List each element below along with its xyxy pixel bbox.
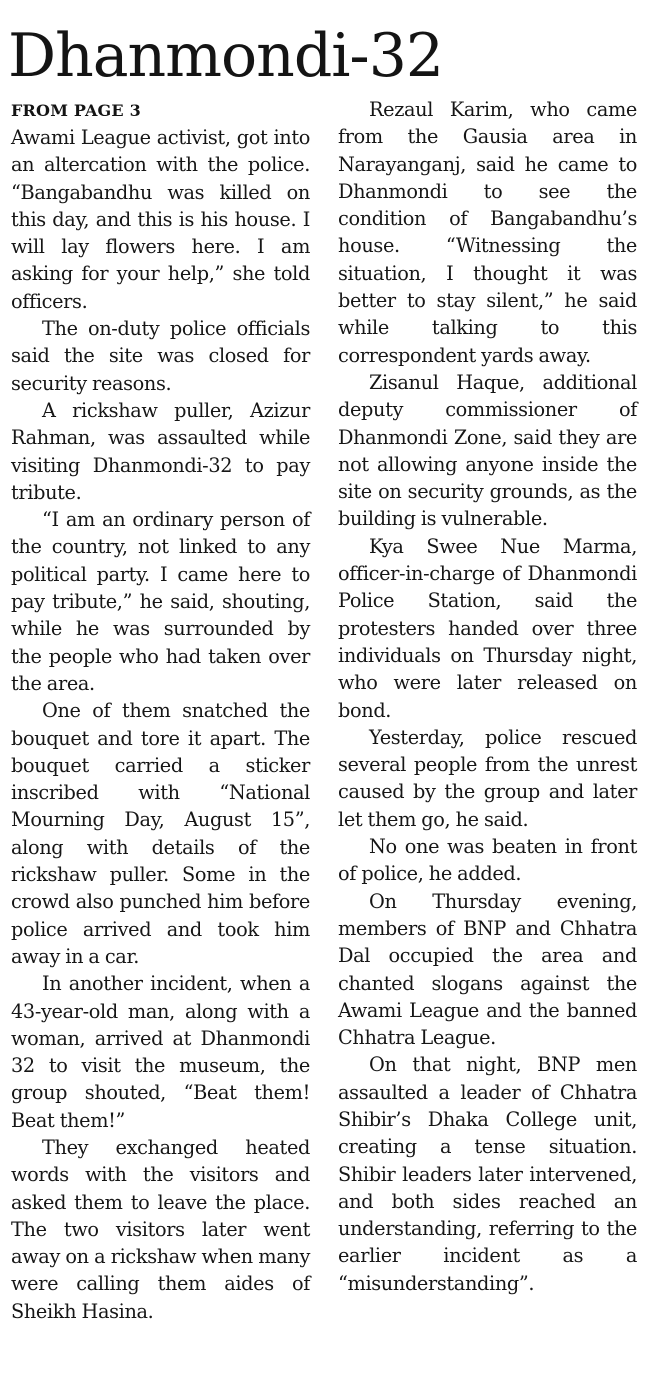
paragraph: “I am an ordinary person of the country, not linked to any political party. I came here to pay tribute,” he said, shouting, while he was surrounded by the people who had taken over the area. xyxy=(11,508,310,695)
paragraph: Zisanul Haque, additional deputy commissioner of Dhanmondi Zone, said they are not allowing anyone inside the site on security grounds, as the building is vulnerable. xyxy=(338,370,637,531)
paragraph: In another incident, when a 43-year-old man, along with a woman, arrived at Dhanmondi 32 to visit the museum, the group shouted, “Beat them! Beat them!” xyxy=(11,972,310,1132)
paragraph: Kya Swee Nue Marma, officer-in-charge of Dhanmondi Police Station, said the protesters handed over three individuals on Thursday night, who were later released on bond. xyxy=(338,534,637,722)
paragraph: Yesterday, police rescued several people from the unrest caused by the group and later let them go, he said. xyxy=(338,725,637,831)
paragraph: They exchanged heated words with the visitors and asked them to leave the place. The two visitors later went away on a rickshaw when many were calling them aides of Sheikh Hasina. xyxy=(11,1135,310,1323)
paragraph: On that night, BNP men assaulted a leader of Chhatra Shibir’s Dhaka College unit, creating a tense situation. Shibir leaders later intervened, and both sides reached an understanding, referring to the earlier incident as a “misunderstanding”. xyxy=(338,1053,637,1295)
paragraph: The on-duty police officials said the site was closed for security reasons. xyxy=(11,317,310,395)
paragraph: A rickshaw puller, Azizur Rahman, was assaulted while visiting Dhanmondi-32 to pay tribute. xyxy=(11,398,310,504)
kicker-from-page: FROM PAGE 3 xyxy=(11,101,141,120)
paragraph: On Thursday evening, members of BNP and Chhatra Dal occupied the area and chanted slogans against the Awami League and the banned Chhatra League. xyxy=(338,889,637,1050)
paragraph: Rezaul Karim, who came from the Gausia area in Narayanganj, said he came to Dhanmondi to see the condition of Bangabandhu’s house. “Witnessing the situation, I thought it was better to stay silent,” he said while talking to this correspondent yards away. xyxy=(338,98,637,367)
paragraph: No one was beaten in front of police, he added. xyxy=(338,835,637,886)
paragraph: One of them snatched the bouquet and tore it apart. The bouquet carried a sticker inscribed with “National Mourning Day, August 15”, along with details of the rickshaw puller. Some in the crowd also punched him before police arrived and took him away in a car. xyxy=(11,699,310,968)
paragraph: Awami League activist, got into an altercation with the police. “Bangabandhu was killed on this day, and this is his house. I will lay flowers here. I am asking for your help,” she told officers. xyxy=(11,126,310,313)
left-column xyxy=(11,124,310,1325)
right-column xyxy=(338,96,637,1297)
headline: Dhanmondi-32 xyxy=(8,21,444,91)
